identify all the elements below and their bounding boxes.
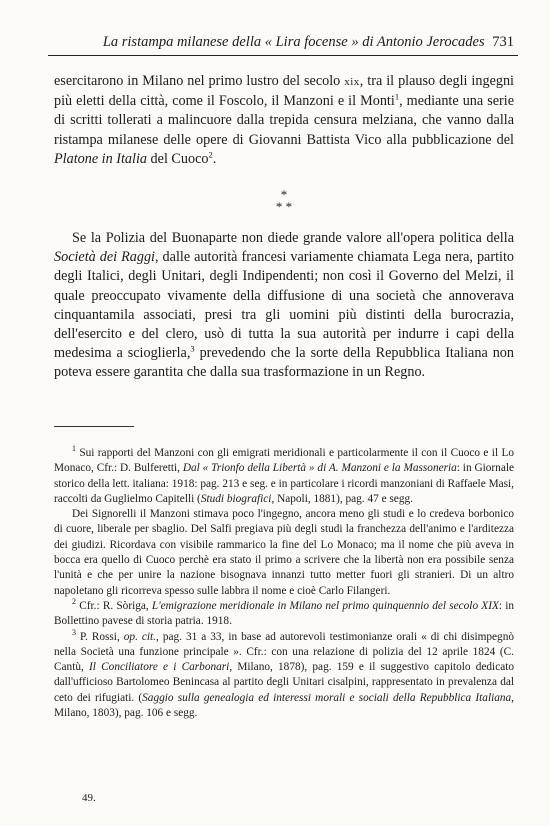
page-number: 731 bbox=[492, 34, 514, 50]
footnote-rule bbox=[54, 426, 134, 427]
societa-title: Società dei Raggi bbox=[54, 249, 155, 266]
footnote-3: $^3$ P. Rossi, op. cit., pag. 31 a 33, in base ad autorevoli testimonianze orali « di chi disimpegnò nella Società una funzione principale ». Cfr.: con una relazione di polizia del 12 aprile 1824 (C. Cantù, Il Conciliatore e i Carbonari, Milano, 1878), pag. 159 e il suggestivo capitolo dedicato dall'ufficioso Bartolomeo Benincasa al partito degli Unitari cisalpini, rappresentato in prevalenza dal ceto dei rifugiati. (Saggio sulla genealogia ed interessi morali e sociali della Repubblica Italiana, Milano, 1803), pag. 106 e segg. bbox=[54, 627, 515, 720]
footnotes bbox=[54, 446, 514, 721]
header-rule bbox=[48, 55, 518, 56]
century-numeral: xix bbox=[344, 76, 360, 88]
footnote-ref-3[interactable]: 3 bbox=[190, 343, 195, 354]
footnote-1-continued: Dei Signorelli il Manzoni stimava poco l'ingegno, ancora meno gli studi e lo credeva borbonico di cuore, liberale per sbaglio. Del Salfi pregiava più degli studi la franchezza dell'animo e l'arditezza dei giudizi. Ricordava con visibile rammarico la fine del Lo Monaco; ma il nome che più aveva in bocca era quello di Cuoco perchè era stato il primo a scrivere che la libertà non era possibile senza l'unità e che per unire la nazione bisognava innanzi tutto metter fuori gli stranieri. Di un altro napoletano gli ricorreva spesso sulle labbra il nome e cioè Carlo Filangeri. bbox=[54, 508, 514, 597]
footnote-ref-2[interactable]: 2 bbox=[208, 149, 213, 160]
footnote-1: $^1$ Sui rapporti del Manzoni con gli emigrati meridionali e particolarmente il con il Cuoco e il Lo Monaco, Cfr.: D. Bulferetti, Dal « Trionfo della Libertà » di A. Manzoni e la Massoneria: in Giornale storico della lett. italiana: 1918: pag. 213 e seg. e in particolare i ricordi manzoniani di Raffaele Masi, raccolti da Guglielmo Capitelli (Studi biografici, Napoli, 1881), pag. 47 e segg. bbox=[54, 444, 514, 505]
section-break-asterism: * * * bbox=[275, 187, 293, 215]
platone-title: Platone in Italia bbox=[54, 150, 147, 167]
paragraph-2: Se la Polizia del Buonaparte non diede grande valore all'opera politica della Società dei Raggi, dalle autorità francesi variamente chiamata Lega nera, partito degli Italici, degli Unitari, degli Indipendenti; non così il Governo del Melzi, il quale preoccupato vivamente della diffusione di una società che annoverava cinquantamila associati, presi tra gli uomini più distinti della burocrazia, dell'esercito e del clero, usò di tutta la sua autorità per indurre i capi della medesima a scioglierla,$^3$ prevedendo che la sorte della Repubblica Italiana non poteva essere garantita che dalla sua trasformazione in un Regno. bbox=[54, 230, 514, 381]
running-title: La ristampa milanese della « Lira focense » di Antonio Jerocades bbox=[102, 34, 485, 50]
footnote-2: $^2$ Cfr.: R. Sòriga, L'emigrazione meridionale in Milano nel primo quinquennio del secolo XIX: in Bollettino pavese di storia patria. 1918. bbox=[54, 597, 515, 628]
main-text bbox=[54, 72, 514, 383]
signature-mark: 49. bbox=[82, 792, 96, 804]
footnote-ref-1[interactable]: 1 bbox=[394, 91, 400, 102]
paragraph-1: esercitarono in Milano nel primo lustro del secolo xix, tra il plauso degli ingegni più eletti della città, come il Foscolo, il Manzoni e il Monti$^1$, mediante una serie di scritti tollerati a malincuore dalla trepida censura melziana, che vanno dalla ristampa milanese delle opere di Giovanni Battista Vico alla pubblicazione del Platone in Italia del Cuoco$^2$. bbox=[54, 73, 515, 167]
running-header bbox=[50, 34, 514, 51]
